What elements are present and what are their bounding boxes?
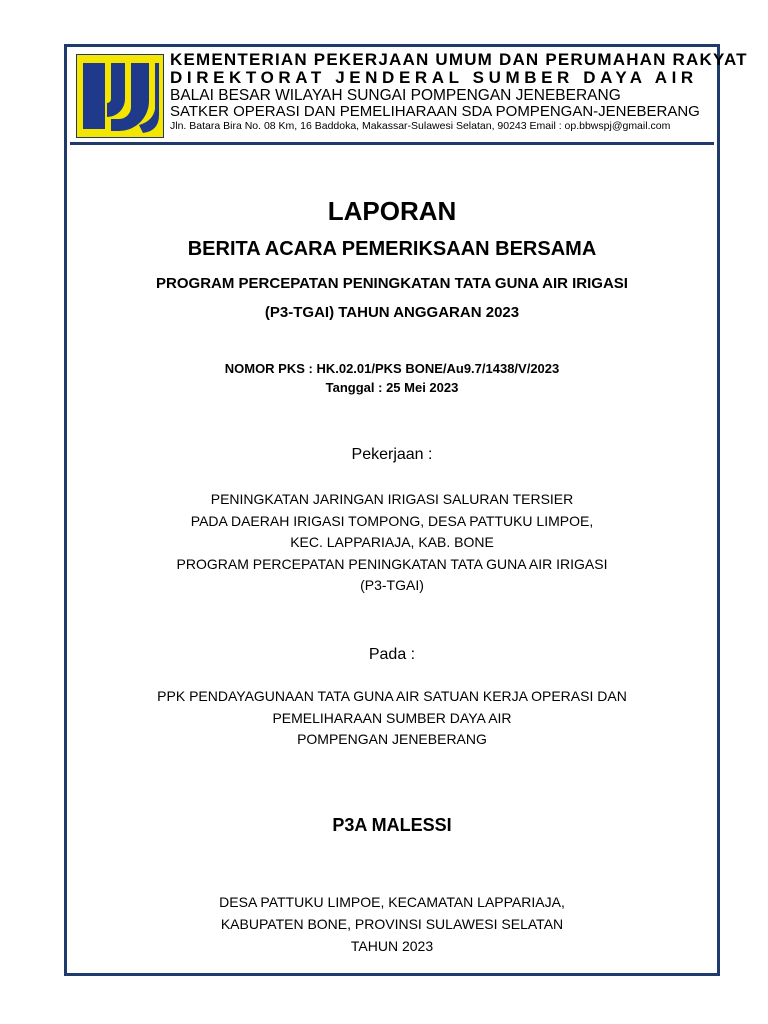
location-line: KABUPATEN BONE, PROVINSI SULAWESI SELATAN	[220, 916, 564, 932]
location-line: TAHUN 2023	[350, 938, 434, 954]
pekerjaan-description	[70, 489, 714, 597]
ministry-name: KEMENTERIAN PEKERJAAN UMUM DAN PERUMAHAN RAKYAT	[170, 50, 748, 69]
directorate-name: DIREKTORAT JENDERAL SUMBER DAYA AIR	[170, 68, 698, 87]
document-title: LAPORAN	[327, 196, 457, 226]
pekerjaan-line: KEC. LAPPARIAJA, KAB. BONE	[290, 534, 494, 550]
p3a-name: P3A MALESSI	[332, 815, 452, 835]
document-date: Tanggal : 25 Mei 2023	[325, 380, 459, 395]
location-line: DESA PATTUKU LIMPOE, KECAMATAN LAPPARIAJA,	[219, 894, 565, 910]
pekerjaan-label: Pekerjaan :	[351, 446, 433, 463]
program-year: (P3-TGAI) TAHUN ANGGARAN 2023	[264, 304, 520, 321]
pada-line: POMPENGAN JENEBERANG	[297, 731, 487, 747]
pks-number: NOMOR PKS : HK.02.01/PKS BONE/Au9.7/1438/V/2023	[224, 361, 560, 376]
document-subtitle: BERITA ACARA PEMERIKSAAN BERSAMA	[187, 238, 597, 260]
balai-name: BALAI BESAR WILAYAH SUNGAI POMPENGAN JENEBERANG	[170, 87, 621, 104]
header-divider	[70, 142, 714, 145]
pekerjaan-line: (P3-TGAI)	[360, 577, 424, 593]
pekerjaan-line: PADA DAERAH IRIGASI TOMPONG, DESA PATTUKU LIMPOE,	[190, 512, 594, 529]
pupr-logo-icon	[76, 54, 164, 138]
pada-label: Pada :	[368, 646, 416, 663]
pada-line: PPK PENDAYAGUNAAN TATA GUNA AIR SATUAN KERJA OPERASI DAN	[157, 688, 627, 704]
address-line: Jln. Batara Bira No. 08 Km, 16 Baddoka, Makassar-Sulawesi Selatan, 90243 Email : op.bbwspj@gmail.com	[170, 120, 671, 132]
letterhead-text	[170, 50, 748, 133]
pekerjaan-line: PROGRAM PERCEPATAN PENINGKATAN TATA GUNA AIR IRIGASI	[176, 555, 608, 572]
pada-description	[70, 686, 714, 751]
letterhead	[70, 50, 748, 142]
pada-line: PEMELIHARAAN SUMBER DAYA AIR	[272, 709, 512, 726]
satker-name: SATKER OPERASI DAN PEMELIHARAAN SDA POMPENGAN-JENEBERANG	[170, 103, 700, 120]
location-block	[70, 891, 714, 957]
program-name: PROGRAM PERCEPATAN PENINGKATAN TATA GUNA AIR IRIGASI	[156, 275, 628, 292]
pekerjaan-line: PENINGKATAN JARINGAN IRIGASI SALURAN TERSIER	[210, 491, 574, 507]
